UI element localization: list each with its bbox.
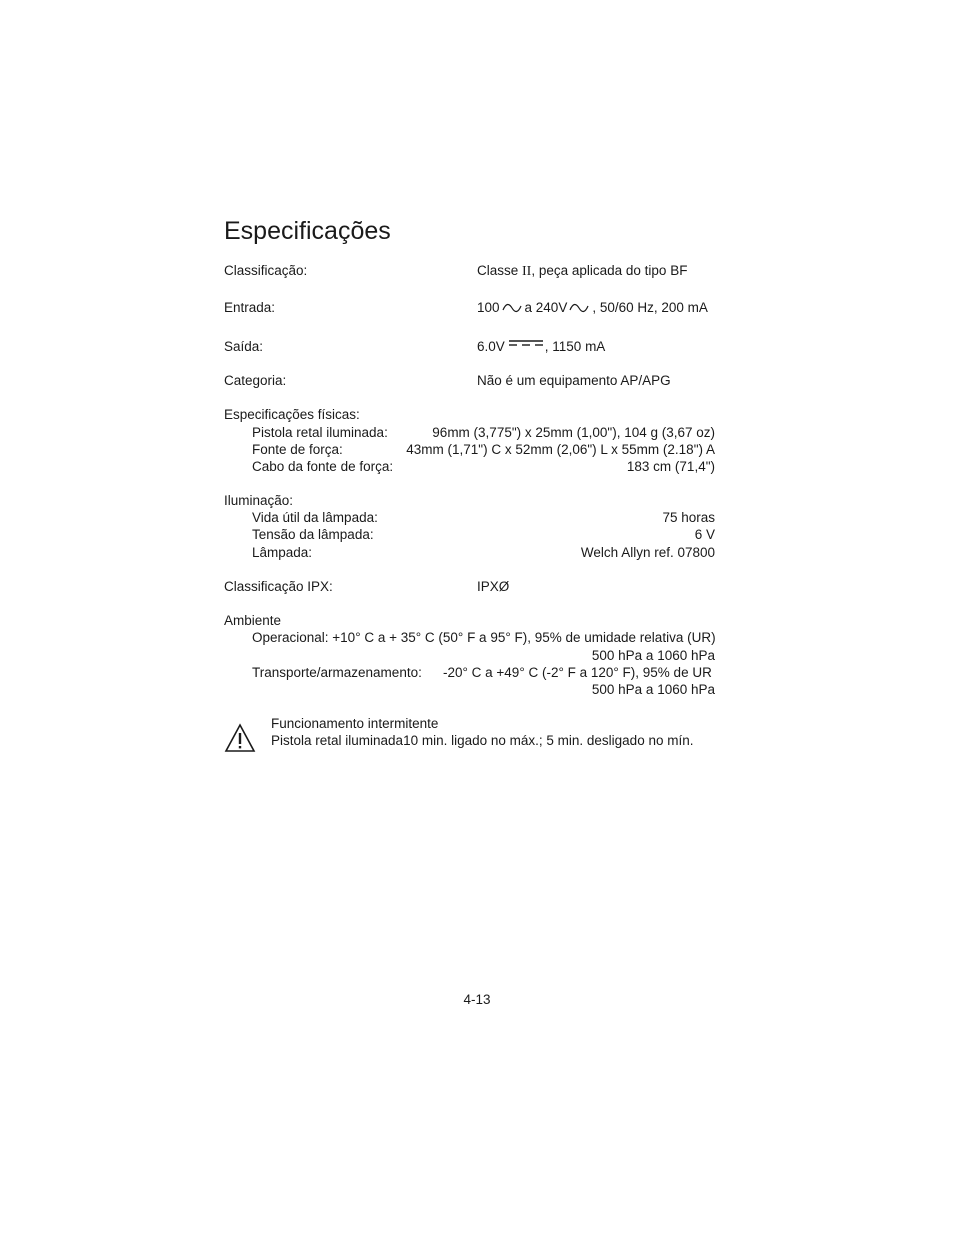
warning-triangle-icon xyxy=(224,723,256,753)
saida-value xyxy=(477,338,605,355)
fisicas-row-label: Fonte de força: xyxy=(252,442,343,457)
ambiente-transporte-value: -20° C a +49° C (-2° F a 120° F), 95% de UR xyxy=(443,665,712,680)
saida-label: Saída: xyxy=(224,339,264,354)
iluminacao-row-value: 75 horas xyxy=(662,510,715,525)
iluminacao-row-label: Lâmpada: xyxy=(252,545,313,560)
fisicas-row-value: 43mm (1,71") C x 52mm (2,06") L x 55mm (2.18") A xyxy=(406,442,715,457)
iluminacao-row-value: Welch Allyn ref. 07800 xyxy=(580,545,715,560)
fisicas-row-label: Cabo da fonte de força: xyxy=(252,459,394,474)
entrada-part3: , 50/60 Hz, 200 mA xyxy=(592,300,708,315)
entrada-part2: a 240V xyxy=(524,300,568,315)
iluminacao-label: Iluminação: xyxy=(224,493,294,508)
entrada-label: Entrada: xyxy=(224,300,276,315)
ambiente-transporte-label: Transporte/armazenamento: xyxy=(252,665,422,680)
classificacao-prefix: Classe xyxy=(477,263,523,278)
entrada-value xyxy=(477,299,708,316)
classificacao-value xyxy=(477,262,687,280)
iluminacao-row-label: Tensão da lâmpada: xyxy=(252,527,374,542)
ac-symbol-icon xyxy=(569,302,589,314)
fisicas-row-value: 96mm (3,775") x 25mm (1,00"), 104 g (3,67 oz) xyxy=(432,425,715,440)
ambiente-label: Ambiente xyxy=(224,613,282,628)
saida-part1: 6.0V xyxy=(477,339,505,354)
iluminacao-row-value: 6 V xyxy=(694,527,715,542)
fisicas-row-value: 183 cm (71,4") xyxy=(626,459,715,474)
ipx-value: IPXØ xyxy=(477,579,510,594)
entrada-part1: 100 xyxy=(477,300,500,315)
fisicas-row-label: Pistola retal iluminada: xyxy=(252,425,388,440)
classificacao-roman: II xyxy=(522,264,532,279)
classificacao-label: Classificação: xyxy=(224,263,308,278)
page-title: Especificações xyxy=(224,217,391,245)
classificacao-suffix: , peça aplicada do tipo BF xyxy=(531,263,688,278)
iluminacao-row-label: Vida útil da lâmpada: xyxy=(252,510,378,525)
ambiente-operacional-pressao: 500 hPa a 1060 hPa xyxy=(591,648,715,663)
ac-symbol-icon xyxy=(502,302,522,314)
categoria-label: Categoria: xyxy=(224,373,287,388)
especificacoes-fisicas-label: Especificações físicas: xyxy=(224,407,360,422)
categoria-value: Não é um equipamento AP/APG xyxy=(477,373,671,388)
ambiente-operacional: Operacional: +10° C a + 35° C (50° F a 95° F), 95% de umidade relativa (UR) xyxy=(252,630,716,645)
saida-part2: , 1150 mA xyxy=(544,339,606,354)
ipx-label: Classificação IPX: xyxy=(224,579,333,594)
ambiente-transporte-pressao: 500 hPa a 1060 hPa xyxy=(591,682,715,697)
warning-line-1: Funcionamento intermitente xyxy=(271,716,439,731)
dc-symbol-icon xyxy=(509,339,543,347)
page-number: 4-13 xyxy=(463,992,491,1007)
warning-line-2: Pistola retal iluminada10 min. ligado no máx.; 5 min. desligado no mín. xyxy=(271,733,694,748)
